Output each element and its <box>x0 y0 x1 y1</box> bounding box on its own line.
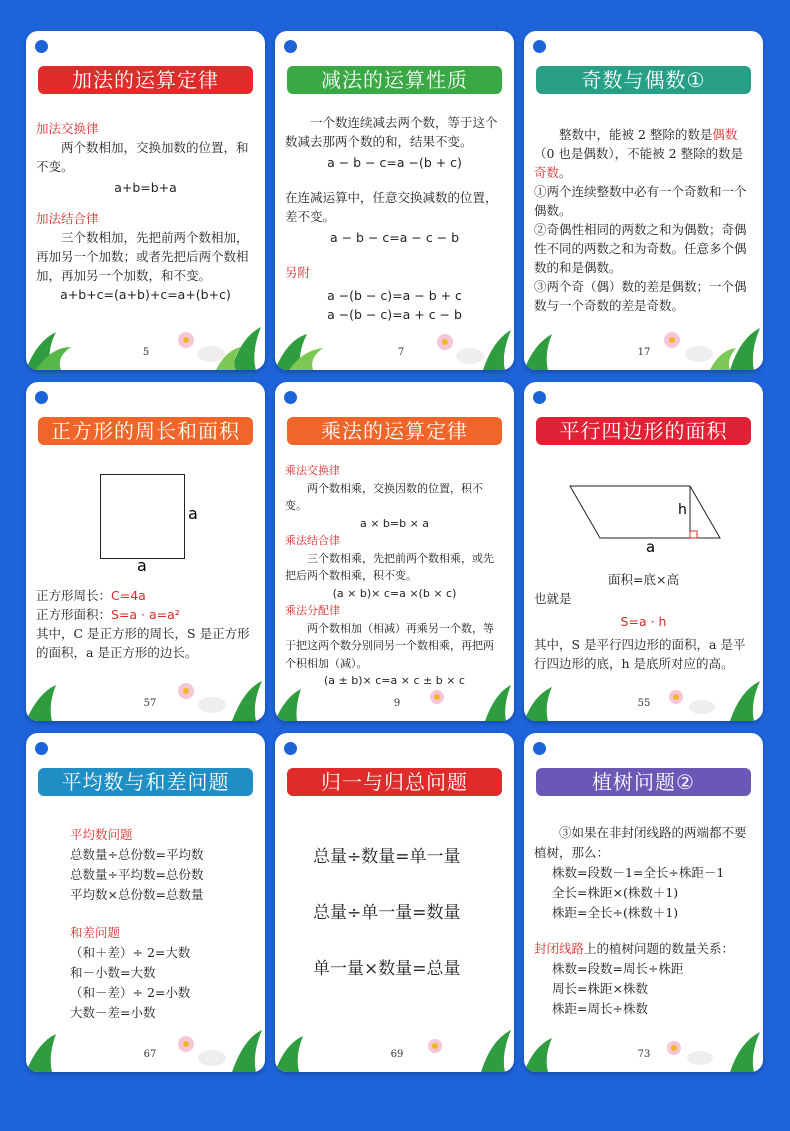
section-heading: 乘法交换律 <box>285 464 340 477</box>
formula: a −(b − c)=a + c − b <box>327 307 462 322</box>
paragraph: 三个数相加，先把前两个数相加，再加另一个加数；或者先把后两个数相加，再加另一个加数，和不变。 <box>36 230 249 283</box>
card-title: 加法的运算定律 <box>38 66 253 94</box>
blue-dot-icon <box>533 742 546 755</box>
square-bottom-label: a <box>137 556 147 575</box>
formula: （和－差）÷ 2=小数 <box>70 985 191 1000</box>
flower-grass-decoration <box>524 1014 763 1072</box>
page-number: 69 <box>390 1049 404 1060</box>
formula: 总量÷数量=单一量 <box>313 847 461 867</box>
card-title: 平均数与和差问题 <box>38 768 253 796</box>
paragraph: 三个数相乘，先把前两个数相乘，或先把后两个数相乘，积不变。 <box>285 551 494 582</box>
card-title: 正方形的周长和面积 <box>38 417 253 445</box>
formula: a −(b − c)=a − b + c <box>327 288 462 303</box>
page-number: 67 <box>143 1049 157 1060</box>
formula: 株距=周长÷株数 <box>552 1001 648 1016</box>
card-unitary-total-problems <box>275 733 514 1072</box>
formula: 大数－差=小数 <box>70 1005 156 1020</box>
card-content <box>36 586 255 662</box>
square-figure <box>100 474 185 559</box>
card-content <box>534 823 753 1019</box>
paragraph: 正方形面积：S=a · a=a² <box>36 607 180 622</box>
page-number: 73 <box>637 1049 651 1060</box>
card-content <box>313 843 504 983</box>
paragraph: 两个数相加，交换加数的位置，和不变。 <box>36 140 249 174</box>
paragraph: 在连减运算中，任意交换减数的位置，差不变。 <box>285 190 498 224</box>
paragraph: 两个数相乘，交换因数的位置，积不变。 <box>285 481 483 512</box>
highlight-closed-route: 封闭线路 <box>534 941 585 956</box>
formula: a − b − c=a − c − b <box>329 230 460 245</box>
paragraph: ③两个奇（偶）数的差是偶数；一个偶数与一个奇数的差是奇数。 <box>534 279 747 313</box>
card-title: 植树问题② <box>536 768 751 796</box>
paragraph: 整数中，能被 2 整除的数是偶数（0 也是偶数），不能被 2 整除的数是奇数。 <box>534 127 744 180</box>
formula: 总量÷单一量=数量 <box>313 903 461 923</box>
section-heading: 乘法分配律 <box>285 604 340 617</box>
card-title: 乘法的运算定律 <box>287 417 502 445</box>
card-odd-even-numbers <box>524 31 763 370</box>
formula: a+b+c=(a+b)+c=a+(b+c) <box>60 287 231 302</box>
height-label: h <box>678 502 687 518</box>
formula: 和－小数=大数 <box>70 965 156 980</box>
section-heading: 平均数问题 <box>70 827 133 842</box>
card-average-sum-difference <box>26 733 265 1072</box>
card-content <box>36 109 255 304</box>
card-content <box>285 462 504 690</box>
page-number: 17 <box>637 347 651 358</box>
paragraph: 其中，S 是平行四边形的面积，a 是平行四边形的底，h 是底所对应的高。 <box>534 637 746 671</box>
page-number: 7 <box>397 347 405 358</box>
page-number: 5 <box>142 347 150 358</box>
formula: 全长=株距×(株数＋1) <box>552 885 679 900</box>
parallelogram-figure <box>564 480 734 544</box>
formula: 平均数×总份数=总数量 <box>70 887 204 902</box>
card-content <box>285 113 504 324</box>
paragraph: 其中，C 是正方形的周长，S 是正方形的面积，a 是正方形的边长。 <box>36 626 250 660</box>
card-addition-laws <box>26 31 265 370</box>
paragraph: 正方形周长：C=4a <box>36 588 146 603</box>
blue-dot-icon <box>284 40 297 53</box>
formula: S=a · h <box>620 614 667 629</box>
card-multiplication-laws <box>275 382 514 721</box>
formula: 总数量÷平均数=总份数 <box>70 867 204 882</box>
paragraph: 封闭线路上的植树问题的数量关系： <box>534 941 735 956</box>
card-title: 平行四边形的面积 <box>536 417 751 445</box>
formula: (a × b)× c=a ×(b × c) <box>332 586 457 600</box>
blue-dot-icon <box>533 40 546 53</box>
formula: S=a · a=a² <box>111 607 180 622</box>
flower-grass-decoration <box>275 1014 514 1072</box>
paragraph: 两个数相加（相减）再乘另一个数，等于把这两个数分别同另一个数相乘，再把两个积相加（减）。 <box>285 621 494 670</box>
section-heading: 另附 <box>285 265 311 280</box>
card-title: 奇数与偶数① <box>536 66 751 94</box>
section-heading: 乘法结合律 <box>285 534 340 547</box>
formula: 株数=段数－1=全长÷株距－1 <box>552 865 725 880</box>
formula: 周长=株距×株数 <box>552 981 648 996</box>
square-side-label: a <box>188 504 198 523</box>
page-number: 57 <box>143 698 157 709</box>
card-square-perimeter-area <box>26 382 265 721</box>
paragraph: ①两个连续整数中必有一个奇数和一个偶数。 <box>534 184 747 218</box>
formula: 面积=底×高 <box>608 572 679 587</box>
flower-grass-decoration <box>26 312 265 370</box>
blue-dot-icon <box>35 40 48 53</box>
blue-dot-icon <box>284 742 297 755</box>
card-title: 减法的运算性质 <box>287 66 502 94</box>
page-number: 9 <box>393 698 401 709</box>
card-subtraction-properties <box>275 31 514 370</box>
formula: 单一量×数量=总量 <box>313 959 461 979</box>
card-parallelogram-area <box>524 382 763 721</box>
paragraph: 也就是 <box>534 591 572 606</box>
formula: a − b − c=a −(b + c) <box>327 155 462 170</box>
blue-dot-icon <box>35 391 48 404</box>
paragraph: 一个数连续减去两个数，等于这个数减去那两个数的和，结果不变。 <box>285 115 498 149</box>
card-content <box>70 825 255 1023</box>
paragraph: ②奇偶性相同的两数之和为偶数；奇偶性不同的两数之和为奇数。任意多个偶数的和是偶数。 <box>534 222 747 275</box>
formula: (a ± b)× c=a × c ± b × c <box>324 674 465 687</box>
blue-dot-icon <box>35 742 48 755</box>
highlight-odd: 奇数 <box>534 165 560 180</box>
base-label: a <box>646 538 656 556</box>
formula: 株数=段数=周长÷株距 <box>552 961 684 976</box>
paragraph: ③如果在非封闭线路的两端都不要植树，那么： <box>534 825 747 860</box>
blue-dot-icon <box>533 391 546 404</box>
formula: C=4a <box>111 588 146 603</box>
card-title: 归一与归总问题 <box>287 768 502 796</box>
card-tree-planting-problem <box>524 733 763 1072</box>
formula: a+b=b+a <box>114 180 177 195</box>
card-content <box>534 570 753 673</box>
card-content <box>534 125 753 315</box>
page-number: 55 <box>637 698 651 709</box>
formula: a × b=b × a <box>359 516 430 530</box>
section-heading: 加法结合律 <box>36 211 99 226</box>
section-heading: 加法交换律 <box>36 121 99 136</box>
flower-grass-decoration <box>524 312 763 370</box>
formula: 株距=全长÷(株数＋1) <box>552 905 679 920</box>
highlight-even: 偶数 <box>712 127 738 142</box>
formula: （和＋差）÷ 2=大数 <box>70 945 191 960</box>
blue-dot-icon <box>284 391 297 404</box>
flower-grass-decoration <box>26 663 265 721</box>
section-heading: 和差问题 <box>70 925 121 940</box>
formula: 总数量÷总份数=平均数 <box>70 847 204 862</box>
